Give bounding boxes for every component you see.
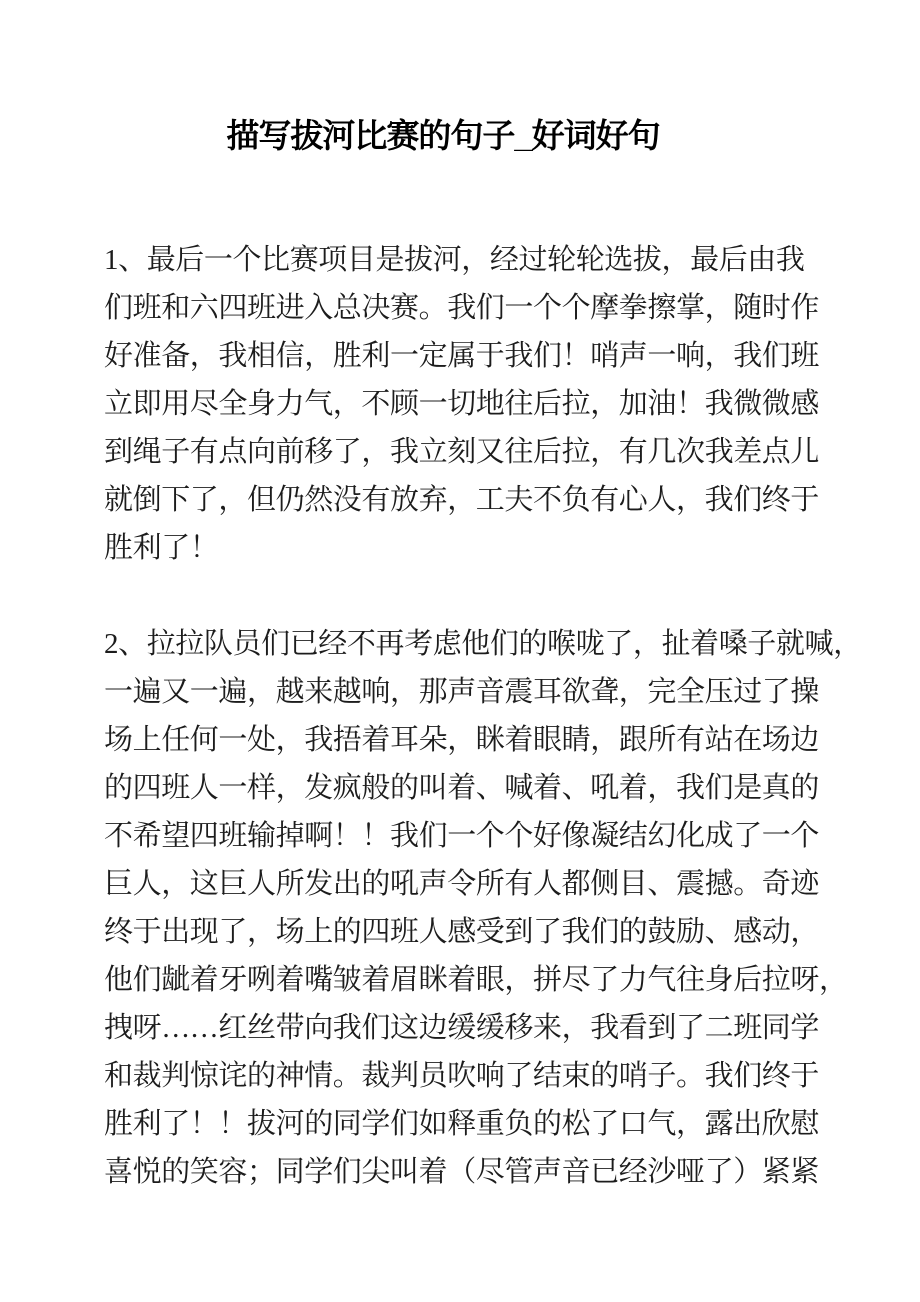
text-line: 他们龇着牙咧着嘴皱着眉眯着眼，拼尽了力气往身后拉呀， [104, 964, 848, 996]
text-line: 1、最后一个比赛项目是拔河，经过轮轮选拔，最后由我 [104, 244, 805, 276]
text-line: 一遍又一遍，越来越响，那声音震耳欲聋，完全压过了操 [104, 676, 820, 708]
document-title: 描写拔河比赛的句子_好词好句 [226, 117, 660, 154]
text-line: 立即用尽全身力气，不顾一切地往后拉，加油！我微微感 [104, 388, 820, 420]
document-body [0, 236, 920, 1196]
text-line: 们班和六四班进入总决赛。我们一个个摩拳擦掌，随时作 [104, 292, 820, 324]
text-line: 终于出现了，场上的四班人感受到了我们的鼓励、感动， [104, 916, 820, 948]
text-line: 拽呀……红丝带向我们这边缓缓移来，我看到了二班同学 [104, 1012, 820, 1044]
text-line: 胜利了！ [104, 532, 219, 564]
text-line: 喜悦的笑容；同学们尖叫着（尽管声音已经沙哑了）紧紧 [104, 1156, 820, 1188]
text-line: 和裁判惊诧的神情。裁判员吹响了结束的哨子。我们终于 [104, 1060, 820, 1092]
text-line: 好准备，我相信，胜利一定属于我们！哨声一响，我们班 [104, 340, 820, 372]
text-line: 不希望四班输掉啊！！我们一个个好像凝结幻化成了一个 [104, 820, 820, 852]
paragraph-2 [104, 620, 862, 1196]
text-line: 的四班人一样，发疯般的叫着、喊着、吼着，我们是真的 [104, 772, 820, 804]
text-line: 胜利了！！拔河的同学们如释重负的松了口气，露出欣慰 [104, 1108, 820, 1140]
text-line: 场上任何一处，我捂着耳朵，眯着眼睛，跟所有站在场边 [104, 724, 820, 756]
text-line: 2、拉拉队员们已经不再考虑他们的喉咙了，扯着嗓子就喊， [104, 628, 862, 660]
text-line: 巨人，这巨人所发出的吼声令所有人都侧目、震撼。奇迹 [104, 868, 820, 900]
text-line: 就倒下了，但仍然没有放弃，工夫不负有心人，我们终于 [104, 484, 820, 516]
paragraph-1 [104, 236, 830, 572]
text-line: 到绳子有点向前移了，我立刻又往后拉，有几次我差点儿 [104, 436, 820, 468]
